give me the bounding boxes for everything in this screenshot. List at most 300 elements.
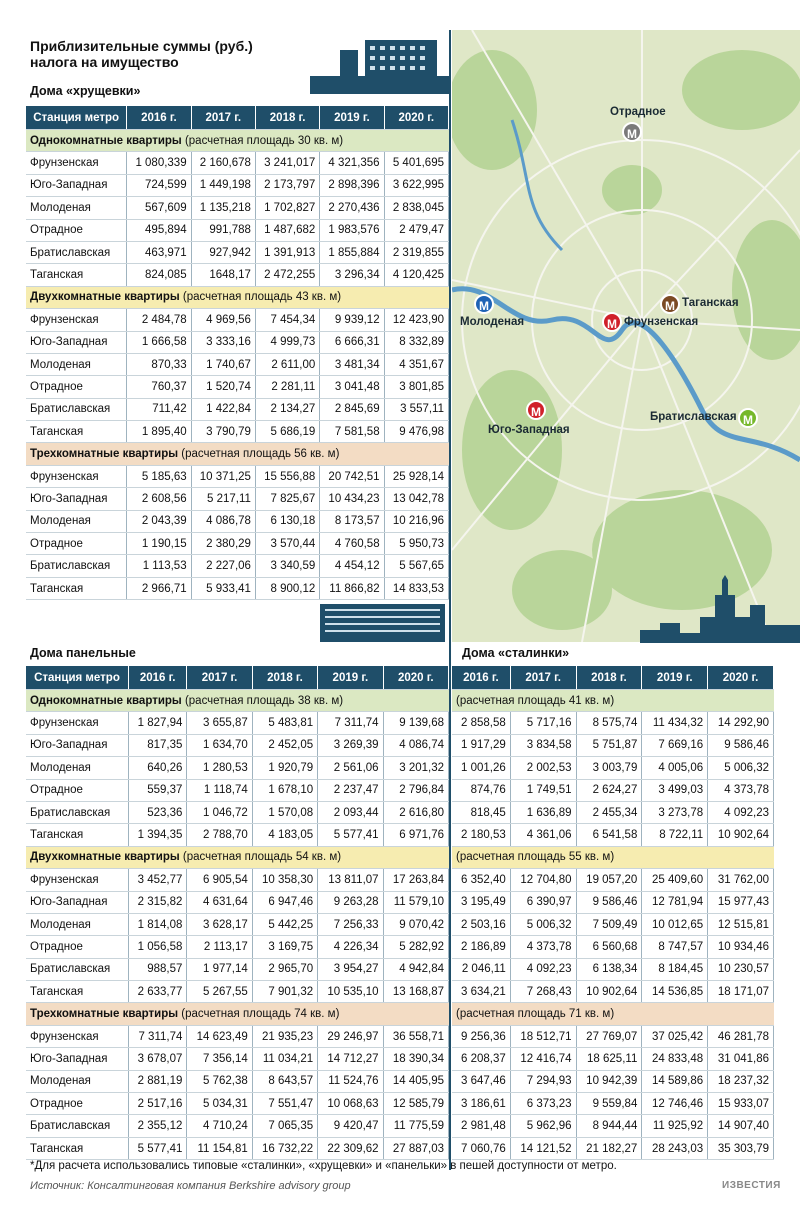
value-cell: 29 246,97 [318, 1025, 383, 1047]
value-cell: 11 866,82 [320, 577, 384, 599]
column-header: 2018 г. [252, 666, 317, 690]
column-header: 2020 г. [384, 106, 448, 130]
table-row [452, 734, 774, 756]
value-cell: 463,971 [127, 241, 191, 263]
value-cell: 2 002,53 [510, 757, 576, 779]
value-cell: 5 962,96 [510, 1115, 576, 1137]
value-cell: 12 515,81 [708, 913, 774, 935]
value-cell: 2 160,678 [191, 152, 255, 174]
station-cell: Братиславская [26, 801, 128, 823]
value-cell: 3 195,49 [452, 891, 510, 913]
value-cell: 9 939,12 [320, 309, 384, 331]
value-cell: 8 722,11 [642, 824, 708, 846]
value-cell: 12 781,94 [642, 891, 708, 913]
table-row [26, 555, 449, 577]
title-line-2: налога на имущество [30, 54, 179, 70]
value-cell: 3 481,34 [320, 353, 384, 375]
page-title [30, 38, 270, 70]
map-label-frunzenskaya: Фрунзенская [624, 316, 699, 328]
table-row [26, 1048, 449, 1070]
value-cell: 5 567,65 [384, 555, 448, 577]
value-cell: 1 190,15 [127, 533, 191, 555]
value-cell: 5 401,695 [384, 152, 448, 174]
station-cell: Отрадное [26, 533, 127, 555]
value-cell: 46 281,78 [708, 1025, 774, 1047]
value-cell: 1 814,08 [128, 913, 186, 935]
value-cell: 3 954,27 [318, 958, 383, 980]
value-cell: 6 666,31 [320, 331, 384, 353]
value-cell: 3 201,32 [383, 757, 448, 779]
value-cell: 10 942,39 [576, 1070, 642, 1092]
value-cell: 27 887,03 [383, 1137, 448, 1159]
value-cell: 1 634,70 [187, 734, 252, 756]
station-cell: Молоденая [26, 510, 127, 532]
map-label-taganskaya: Таганская [682, 297, 739, 309]
table-row [26, 465, 449, 487]
value-cell: 9 476,98 [384, 421, 448, 443]
category-cell [452, 846, 774, 868]
map-label-molodezhnaya: Молоденая [460, 316, 525, 328]
value-cell: 31 762,00 [708, 869, 774, 891]
table-row [452, 779, 774, 801]
value-cell: 1 977,14 [187, 958, 252, 980]
value-cell: 2 270,436 [320, 197, 384, 219]
station-cell: Таганская [26, 421, 127, 443]
value-cell: 5 933,41 [191, 577, 255, 599]
value-cell: 10 068,63 [318, 1093, 383, 1115]
category-label: Однокомнатные квартиры [30, 134, 182, 147]
value-cell: 14 833,53 [384, 577, 448, 599]
value-cell: 12 423,90 [384, 309, 448, 331]
value-cell: 12 416,74 [510, 1048, 576, 1070]
category-row [26, 690, 449, 712]
value-cell: 1 135,218 [191, 197, 255, 219]
station-cell: Таганская [26, 824, 128, 846]
value-cell: 2 633,77 [128, 981, 186, 1003]
category-cell [452, 690, 774, 712]
table-row [26, 981, 449, 1003]
value-cell: 1 391,913 [255, 241, 319, 263]
value-cell: 3 790,79 [191, 421, 255, 443]
value-cell: 6 947,46 [252, 891, 317, 913]
value-cell: 2 796,84 [383, 779, 448, 801]
value-cell: 3 169,75 [252, 936, 317, 958]
value-cell: 2 227,06 [191, 555, 255, 577]
khrushchevka-table [26, 106, 449, 600]
value-cell: 2 966,71 [127, 577, 191, 599]
value-cell: 5 483,81 [252, 712, 317, 734]
table-row [26, 533, 449, 555]
value-cell: 6 352,40 [452, 869, 510, 891]
category-cell [26, 286, 449, 308]
value-cell: 8 900,12 [255, 577, 319, 599]
category-row [452, 1003, 774, 1025]
value-cell: 1 449,198 [191, 174, 255, 196]
value-cell: 4 226,34 [318, 936, 383, 958]
value-cell: 5 950,73 [384, 533, 448, 555]
value-cell: 1 917,29 [452, 734, 510, 756]
value-cell: 2 616,80 [383, 801, 448, 823]
value-cell: 824,085 [127, 264, 191, 286]
table-row [452, 1048, 774, 1070]
value-cell: 3 452,77 [128, 869, 186, 891]
value-cell: 3 241,017 [255, 152, 319, 174]
value-cell: 5 762,38 [187, 1070, 252, 1092]
station-cell: Молоденая [26, 757, 128, 779]
value-cell: 16 732,22 [252, 1137, 317, 1159]
value-cell: 10 535,10 [318, 981, 383, 1003]
table-header-row [26, 106, 449, 130]
column-header: 2017 г. [510, 666, 576, 690]
value-cell: 14 292,90 [708, 712, 774, 734]
value-cell: 25 928,14 [384, 465, 448, 487]
value-cell: 2 898,396 [320, 174, 384, 196]
value-cell: 7 825,67 [255, 488, 319, 510]
value-cell: 36 558,71 [383, 1025, 448, 1047]
table-row [452, 913, 774, 935]
map-marker-yugo-zapadnaya-icon [526, 400, 546, 420]
table-row [26, 958, 449, 980]
category-cell [452, 1003, 774, 1025]
map-marker-letter: М [665, 299, 675, 313]
station-cell: Отрадное [26, 376, 127, 398]
value-cell: 12 746,46 [642, 1093, 708, 1115]
category-note: (расчетная площадь 55 кв. м) [456, 851, 615, 864]
station-cell: Отрадное [26, 936, 128, 958]
value-cell: 6 390,97 [510, 891, 576, 913]
table-row [26, 398, 449, 420]
value-cell: 7 311,74 [128, 1025, 186, 1047]
value-cell: 1 080,339 [127, 152, 191, 174]
stalinka-skyline-illustration [640, 575, 800, 643]
value-cell: 14 121,52 [510, 1137, 576, 1159]
station-cell: Фрунзенская [26, 309, 127, 331]
value-cell: 15 933,07 [708, 1093, 774, 1115]
value-cell: 3 273,78 [642, 801, 708, 823]
value-cell: 9 559,84 [576, 1093, 642, 1115]
value-cell: 9 420,47 [318, 1115, 383, 1137]
map-marker-letter: М [531, 405, 541, 419]
station-cell: Братиславская [26, 958, 128, 980]
table-row [26, 488, 449, 510]
value-cell: 1 001,26 [452, 757, 510, 779]
value-cell: 18 512,71 [510, 1025, 576, 1047]
value-cell: 3 003,79 [576, 757, 642, 779]
table-row [452, 757, 774, 779]
value-cell: 25 409,60 [642, 869, 708, 891]
value-cell: 5 006,32 [510, 913, 576, 935]
value-cell: 22 309,62 [318, 1137, 383, 1159]
value-cell: 11 579,10 [383, 891, 448, 913]
category-note: (расчетная площадь 74 кв. м) [178, 1008, 340, 1021]
map-marker-letter: М [743, 413, 753, 427]
value-cell: 1 855,884 [320, 241, 384, 263]
value-cell: 19 057,20 [576, 869, 642, 891]
table-row [26, 1025, 449, 1047]
value-cell: 4 092,23 [708, 801, 774, 823]
value-cell: 8 332,89 [384, 331, 448, 353]
station-cell: Братиславская [26, 555, 127, 577]
value-cell: 15 556,88 [255, 465, 319, 487]
value-cell: 4 373,78 [708, 779, 774, 801]
table-row [452, 936, 774, 958]
value-cell: 2 788,70 [187, 824, 252, 846]
table-row [26, 801, 449, 823]
column-header: 2017 г. [187, 666, 252, 690]
value-cell: 7 065,35 [252, 1115, 317, 1137]
map-marker-frunzenskaya-icon [602, 312, 622, 332]
value-cell: 3 570,44 [255, 533, 319, 555]
value-cell: 1648,17 [191, 264, 255, 286]
value-cell: 2 611,00 [255, 353, 319, 375]
value-cell: 1 636,89 [510, 801, 576, 823]
value-cell: 3 333,16 [191, 331, 255, 353]
value-cell: 18 390,34 [383, 1048, 448, 1070]
value-cell: 3 678,07 [128, 1048, 186, 1070]
table-row [26, 734, 449, 756]
map-marker-letter: М [607, 317, 617, 331]
station-cell: Таганская [26, 981, 128, 1003]
value-cell: 10 902,64 [576, 981, 642, 1003]
column-header: 2016 г. [452, 666, 510, 690]
khrushchevka-section-title: Дома «хрущевки» [30, 84, 141, 98]
value-cell: 8 184,45 [642, 958, 708, 980]
table-row [452, 1115, 774, 1137]
station-cell: Юго-Западная [26, 891, 128, 913]
value-cell: 3 269,39 [318, 734, 383, 756]
value-cell: 817,35 [128, 734, 186, 756]
category-note: (расчетная площадь 71 кв. м) [456, 1008, 615, 1021]
value-cell: 2 173,797 [255, 174, 319, 196]
value-cell: 760,37 [127, 376, 191, 398]
panel-building-illustration [320, 598, 445, 642]
category-row [452, 690, 774, 712]
station-cell: Юго-Западная [26, 488, 127, 510]
value-cell: 3 655,87 [187, 712, 252, 734]
station-cell: Юго-Западная [26, 331, 127, 353]
value-cell: 9 139,68 [383, 712, 448, 734]
value-cell: 10 371,25 [191, 465, 255, 487]
category-cell [26, 846, 449, 868]
value-cell: 10 934,46 [708, 936, 774, 958]
station-cell: Молоденая [26, 353, 127, 375]
value-cell: 559,37 [128, 779, 186, 801]
station-cell: Юго-Западная [26, 174, 127, 196]
table-row [26, 241, 449, 263]
value-cell: 870,33 [127, 353, 191, 375]
footnote: *Для расчета использовались типовые «сталинки», «хрущевки» и «панельки» в пешей доступности от метро. [30, 1160, 617, 1172]
value-cell: 2 355,12 [128, 1115, 186, 1137]
map-label-yugo-zapadnaya: Юго-Западная [488, 424, 570, 436]
value-cell: 1 280,53 [187, 757, 252, 779]
category-label: Трехкомнатные квартиры [30, 448, 179, 461]
value-cell: 1 740,67 [191, 353, 255, 375]
value-cell: 2 281,11 [255, 376, 319, 398]
value-cell: 3 801,85 [384, 376, 448, 398]
stalinka-table [452, 666, 774, 1160]
table-row [26, 421, 449, 443]
value-cell: 1 920,79 [252, 757, 317, 779]
table-row [452, 1070, 774, 1092]
value-cell: 2 046,11 [452, 958, 510, 980]
value-cell: 11 775,59 [383, 1115, 448, 1137]
table-row [26, 712, 449, 734]
category-row [452, 846, 774, 868]
source-note: Источник: Консалтинговая компания Berkshire advisory group [30, 1180, 351, 1192]
value-cell: 5 751,87 [576, 734, 642, 756]
station-cell: Молоденая [26, 1070, 128, 1092]
value-cell: 4 373,78 [510, 936, 576, 958]
value-cell: 4 086,78 [191, 510, 255, 532]
table-row [26, 331, 449, 353]
value-cell: 6 541,58 [576, 824, 642, 846]
table-row [26, 757, 449, 779]
value-cell: 11 925,92 [642, 1115, 708, 1137]
value-cell: 2 881,19 [128, 1070, 186, 1092]
value-cell: 14 623,49 [187, 1025, 252, 1047]
value-cell: 11 524,76 [318, 1070, 383, 1092]
value-cell: 2 838,045 [384, 197, 448, 219]
category-cell [26, 130, 449, 152]
table-row [26, 577, 449, 599]
value-cell: 7 669,16 [642, 734, 708, 756]
value-cell: 7 901,32 [252, 981, 317, 1003]
value-cell: 14 907,40 [708, 1115, 774, 1137]
column-header: 2020 г. [383, 666, 448, 690]
value-cell: 6 373,23 [510, 1093, 576, 1115]
category-note: (расчетная площадь 43 кв. м) [179, 291, 342, 304]
value-cell: 2 134,27 [255, 398, 319, 420]
station-cell: Братиславская [26, 241, 127, 263]
station-cell: Фрунзенская [26, 1025, 128, 1047]
value-cell: 10 434,23 [320, 488, 384, 510]
value-cell: 14 536,85 [642, 981, 708, 1003]
value-cell: 20 742,51 [320, 465, 384, 487]
value-cell: 2 093,44 [318, 801, 383, 823]
value-cell: 1 520,74 [191, 376, 255, 398]
value-cell: 1 983,576 [320, 219, 384, 241]
value-cell: 10 902,64 [708, 824, 774, 846]
station-cell: Фрунзенская [26, 869, 128, 891]
station-cell: Молоденая [26, 913, 128, 935]
station-cell: Фрунзенская [26, 712, 128, 734]
category-note: (расчетная площадь 38 кв. м) [181, 694, 344, 707]
value-cell: 6 971,76 [383, 824, 448, 846]
value-cell: 874,76 [452, 779, 510, 801]
value-cell: 4 092,23 [510, 958, 576, 980]
table-row [452, 1025, 774, 1047]
value-cell: 27 769,07 [576, 1025, 642, 1047]
value-cell: 640,26 [128, 757, 186, 779]
table-row [26, 869, 449, 891]
value-cell: 7 268,43 [510, 981, 576, 1003]
value-cell: 10 012,65 [642, 913, 708, 935]
table-row [26, 510, 449, 532]
value-cell: 3 499,03 [642, 779, 708, 801]
value-cell: 4 005,06 [642, 757, 708, 779]
station-cell: Юго-Западная [26, 1048, 128, 1070]
table-row [452, 891, 774, 913]
title-line-1: Приблизительные суммы (руб.) [30, 38, 253, 54]
value-cell: 1 394,35 [128, 824, 186, 846]
value-cell: 21 182,27 [576, 1137, 642, 1159]
value-cell: 6 138,34 [576, 958, 642, 980]
station-cell: Юго-Западная [26, 734, 128, 756]
value-cell: 13 168,87 [383, 981, 448, 1003]
value-cell: 2 624,27 [576, 779, 642, 801]
value-cell: 5 006,32 [708, 757, 774, 779]
category-label: Однокомнатные квартиры [30, 694, 182, 707]
value-cell: 1 678,10 [252, 779, 317, 801]
value-cell: 7 256,33 [318, 913, 383, 935]
column-header: Станция метро [26, 106, 127, 130]
stalinka-section-title: Дома «сталинки» [462, 646, 570, 660]
value-cell: 4 999,73 [255, 331, 319, 353]
value-cell: 495,894 [127, 219, 191, 241]
map-marker-otradnoe-icon [622, 122, 642, 142]
value-cell: 7 356,14 [187, 1048, 252, 1070]
table-row [26, 936, 449, 958]
value-cell: 1 749,51 [510, 779, 576, 801]
value-cell: 1 487,682 [255, 219, 319, 241]
value-cell: 4 361,06 [510, 824, 576, 846]
value-cell: 17 263,84 [383, 869, 448, 891]
map-marker-molodezhnaya-icon [474, 294, 494, 314]
value-cell: 4 760,58 [320, 533, 384, 555]
value-cell: 8 944,44 [576, 1115, 642, 1137]
value-cell: 6 130,18 [255, 510, 319, 532]
map-marker-letter: М [479, 299, 489, 313]
value-cell: 28 243,03 [642, 1137, 708, 1159]
value-cell: 711,42 [127, 398, 191, 420]
value-cell: 2 858,58 [452, 712, 510, 734]
value-cell: 4 631,64 [187, 891, 252, 913]
station-cell: Фрунзенская [26, 465, 127, 487]
station-cell: Отрадное [26, 219, 127, 241]
value-cell: 3 340,59 [255, 555, 319, 577]
table-row [26, 1137, 449, 1159]
value-cell: 7 551,47 [252, 1093, 317, 1115]
value-cell: 31 041,86 [708, 1048, 774, 1070]
value-cell: 2 517,16 [128, 1093, 186, 1115]
value-cell: 8 173,57 [320, 510, 384, 532]
panel-table [26, 666, 449, 1160]
map-marker-bratislavskaya-icon [738, 408, 758, 428]
column-header: 2019 г. [642, 666, 708, 690]
value-cell: 7 311,74 [318, 712, 383, 734]
value-cell: 2 319,855 [384, 241, 448, 263]
value-cell: 2 452,05 [252, 734, 317, 756]
value-cell: 2 186,89 [452, 936, 510, 958]
value-cell: 1 118,74 [187, 779, 252, 801]
value-cell: 3 628,17 [187, 913, 252, 935]
table-row [26, 824, 449, 846]
column-header: 2020 г. [708, 666, 774, 690]
station-cell: Отрадное [26, 1093, 128, 1115]
table-row [26, 152, 449, 174]
value-cell: 4 321,356 [320, 152, 384, 174]
value-cell: 2 380,29 [191, 533, 255, 555]
category-label: Двухкомнатные квартиры [30, 291, 180, 304]
value-cell: 13 811,07 [318, 869, 383, 891]
value-cell: 567,609 [127, 197, 191, 219]
column-header: 2016 г. [128, 666, 186, 690]
value-cell: 3 296,34 [320, 264, 384, 286]
value-cell: 10 230,57 [708, 958, 774, 980]
table-row [26, 1093, 449, 1115]
map-marker-letter: М [627, 127, 637, 141]
category-row [26, 443, 449, 465]
